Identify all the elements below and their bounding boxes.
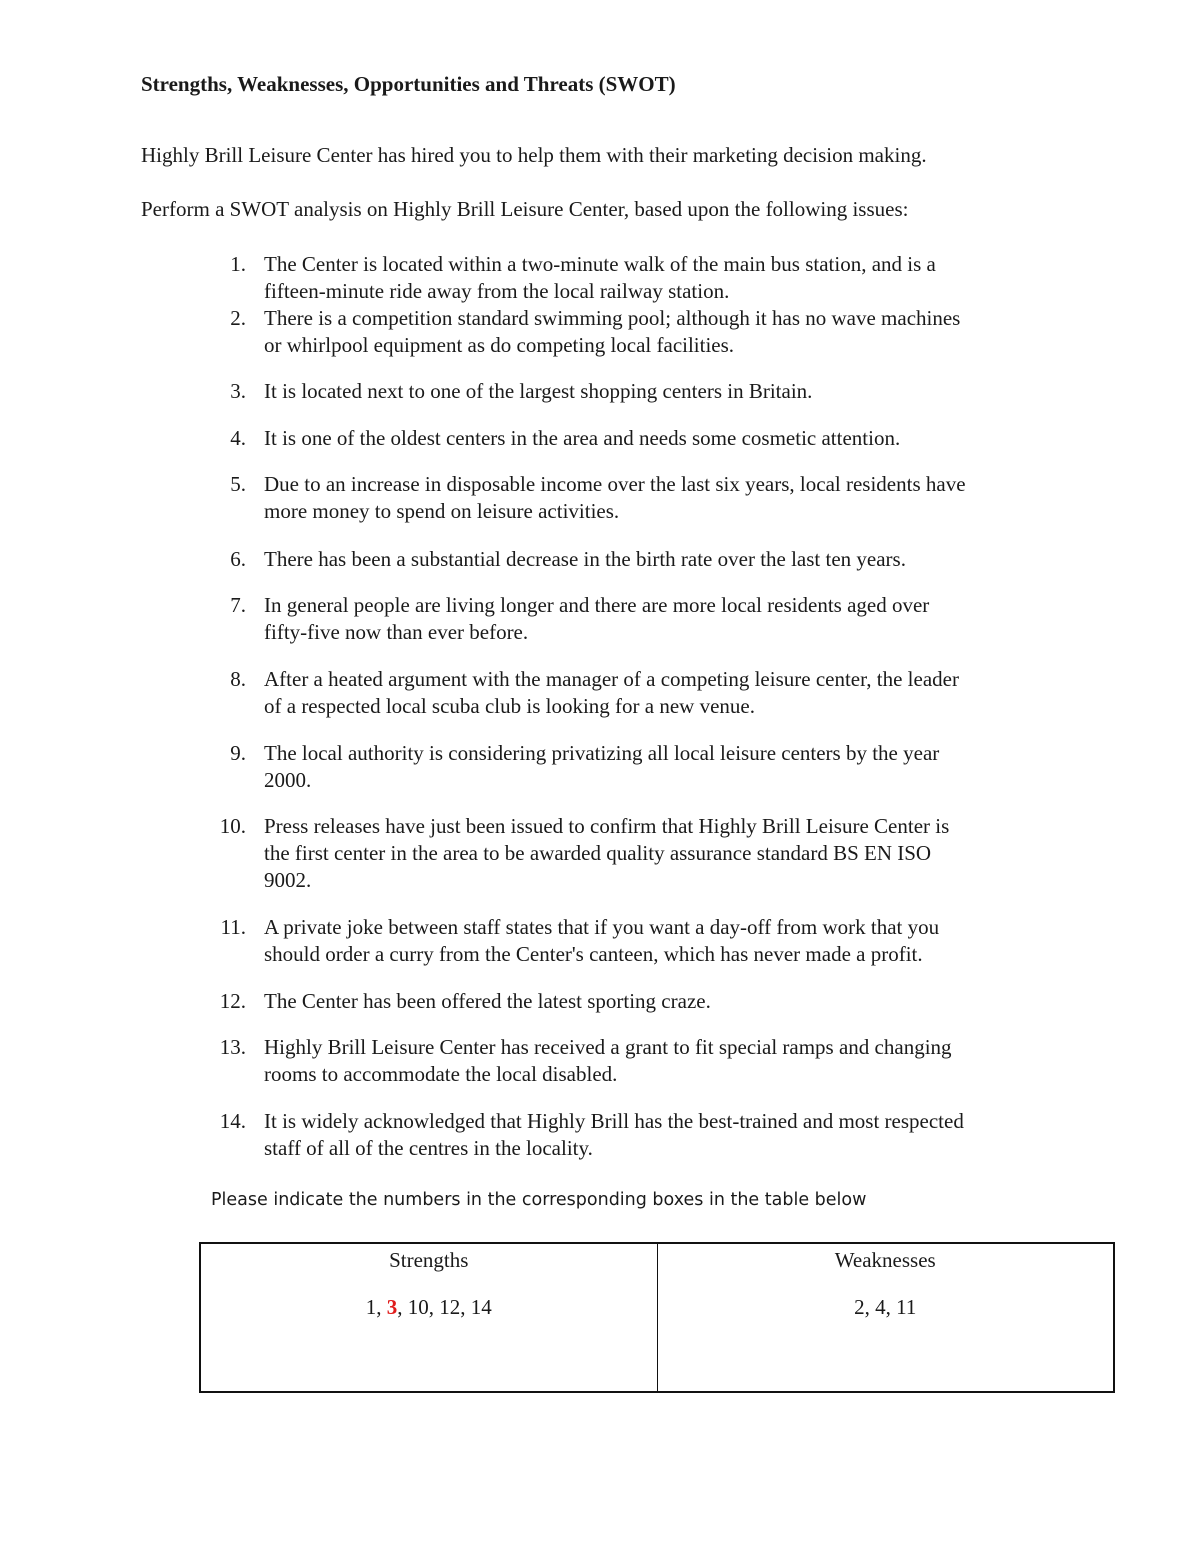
issue-number: 8. [230, 667, 246, 691]
issue-text-line: the first center in the area to be awarded quality assurance standard BS EN ISO [264, 841, 932, 865]
issue-text-line: fifty-five now than ever before. [264, 620, 529, 644]
issue-number: 3. [230, 379, 246, 403]
issue-text [264, 740, 1064, 794]
issue-text-line: Press releases have just been issued to confirm that Highly Brill Leisure Center is [264, 814, 950, 838]
issue-number: 13. [219, 1035, 246, 1059]
issue-text-line: The Center has been offered the latest sporting craze. [264, 989, 711, 1013]
issue-text [264, 378, 1064, 405]
swot-table [199, 1242, 1115, 1393]
issue-text-line: The Center is located within a two-minute walk of the main bus station, and is a [264, 252, 936, 276]
issue-text-line: more money to spend on leisure activities. [264, 499, 620, 523]
strengths-highlighted-value: 3 [386, 1295, 398, 1319]
issue-number: 1. [230, 252, 246, 276]
issue-number: 9. [230, 741, 246, 765]
issue-text-line: It is widely acknowledged that Highly Brill has the best-trained and most respected [264, 1109, 964, 1133]
table-instruction: Please indicate the numbers in the corresponding boxes in the table below [211, 1190, 867, 1210]
issue-text [264, 1108, 1064, 1162]
intro-paragraph: Highly Brill Leisure Center has hired you to help them with their marketing decision making. [141, 143, 927, 167]
issue-number: 10. [219, 814, 246, 838]
strengths-values-after: , 10, 12, 14 [397, 1295, 492, 1319]
strengths-values [201, 1295, 657, 1320]
issue-text [264, 914, 1064, 968]
issue-text-line: It is located next to one of the largest shopping centers in Britain. [264, 379, 813, 403]
strengths-heading: Strengths [389, 1248, 469, 1272]
issue-text [264, 425, 1064, 452]
issue-text-line: The local authority is considering privatizing all local leisure centers by the year [264, 741, 940, 765]
strengths-cell[interactable] [201, 1244, 658, 1391]
strengths-values-before: 1, [365, 1295, 387, 1319]
weaknesses-cell[interactable] [658, 1244, 1114, 1391]
issue-text-line: After a heated argument with the manager of a competing leisure center, the leader [264, 667, 959, 691]
issue-number: 11. [220, 915, 246, 939]
issue-number: 4. [230, 426, 246, 450]
issue-text [264, 813, 1064, 894]
issue-text-line: fifteen-minute ride away from the local railway station. [264, 279, 730, 303]
weaknesses-heading: Weaknesses [834, 1248, 936, 1272]
issue-text-line: In general people are living longer and there are more local residents aged over [264, 593, 930, 617]
issue-text-line: rooms to accommodate the local disabled. [264, 1062, 618, 1086]
issue-text [264, 305, 1064, 359]
issue-number: 5. [230, 472, 246, 496]
issue-text-line: There is a competition standard swimming pool; although it has no wave machines [264, 306, 961, 330]
issue-text-line: should order a curry from the Center's canteen, which has never made a profit. [264, 942, 923, 966]
issue-text [264, 471, 1064, 525]
issue-number: 12. [219, 989, 246, 1013]
issue-text [264, 592, 1064, 646]
issue-text [264, 546, 1064, 573]
issue-number: 7. [230, 593, 246, 617]
issue-text-line: It is one of the oldest centers in the area and needs some cosmetic attention. [264, 426, 901, 450]
issue-text-line: 2000. [264, 768, 312, 792]
issue-text [264, 1034, 1064, 1088]
issue-text-line: There has been a substantial decrease in the birth rate over the last ten years. [264, 547, 906, 571]
weaknesses-values: 2, 4, 11 [854, 1295, 917, 1319]
issue-number: 2. [230, 306, 246, 330]
issue-text-line: Highly Brill Leisure Center has received a grant to fit special ramps and changing [264, 1035, 952, 1059]
issue-text-line: of a respected local scuba club is looking for a new venue. [264, 694, 755, 718]
issue-number: 6. [230, 547, 246, 571]
issue-text-line: Due to an increase in disposable income over the last six years, local residents have [264, 472, 966, 496]
issue-text [264, 988, 1064, 1015]
issue-number: 14. [219, 1109, 246, 1133]
issue-text-line: 9002. [264, 868, 312, 892]
issue-text [264, 251, 1064, 305]
issue-text-line: staff of all of the centres in the locality. [264, 1136, 593, 1160]
issue-text [264, 666, 1064, 720]
issue-text-line: A private joke between staff states that if you want a day-off from work that you [264, 915, 940, 939]
task-prompt: Perform a SWOT analysis on Highly Brill Leisure Center, based upon the following issues: [141, 197, 909, 221]
document-title: Strengths, Weaknesses, Opportunities and Threats (SWOT) [141, 72, 676, 96]
issue-text-line: or whirlpool equipment as do competing local facilities. [264, 333, 735, 357]
